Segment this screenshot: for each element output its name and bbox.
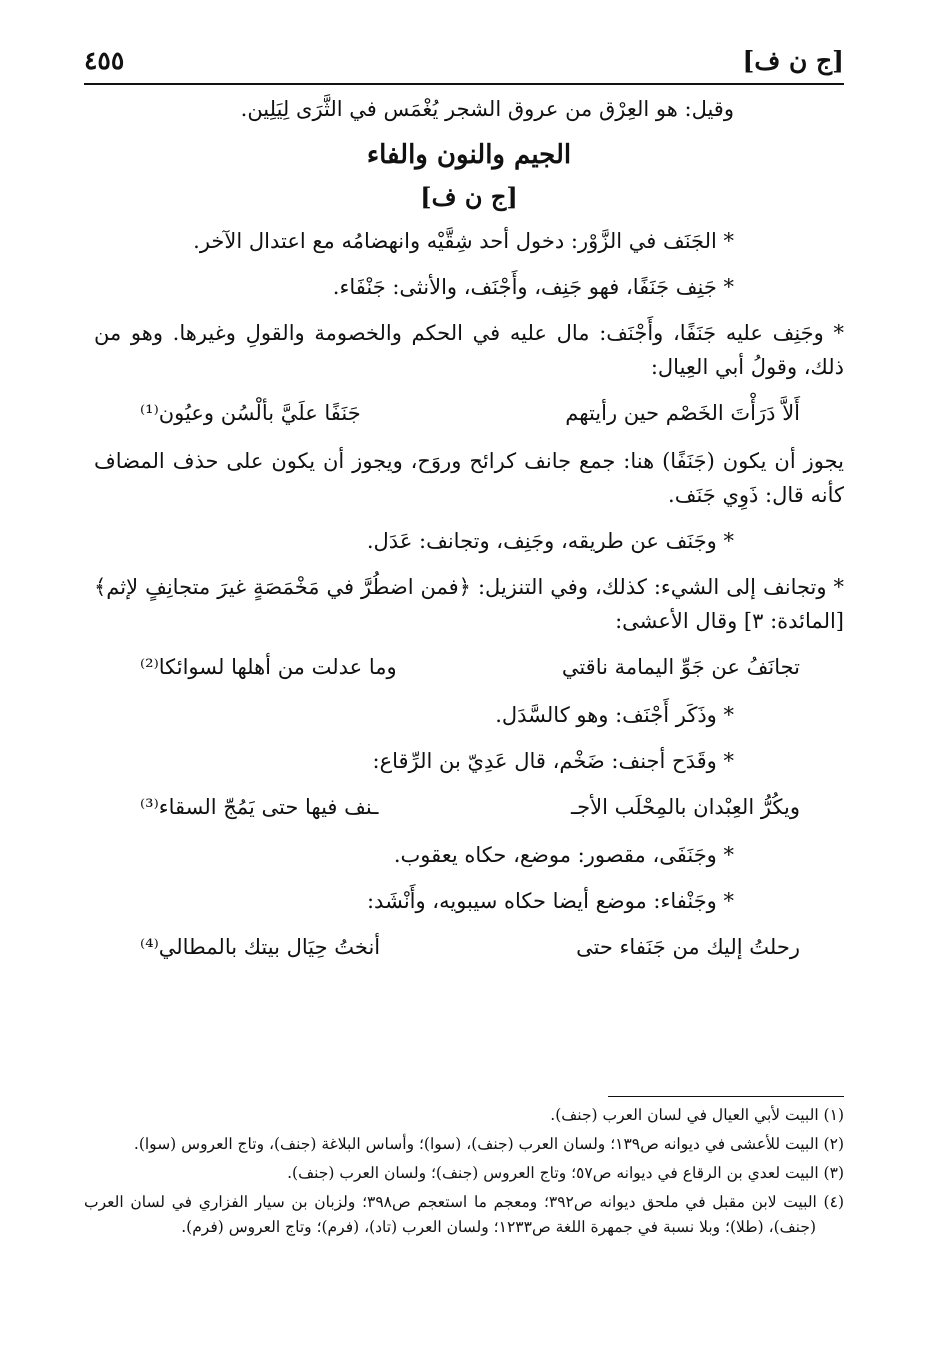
footnote-separator — [608, 1096, 844, 1097]
entry-paragraph-9: * وجَنَفَى، مقصور: موضع، حكاه يعقوب. — [393, 843, 734, 867]
entry-paragraph-5: * وجَنَف عن طريقه، وجَنِف، وتجانف: عَدَل. — [366, 529, 734, 553]
footnotes — [84, 1103, 844, 1244]
entry-paragraph-6: * وتجانف إلى الشيء: كذلك، وفي التنزيل: ﴿فمن اضطُرَّ في مَخْمَصَةٍ غيرَ متجانِفٍ لإثم﴾ [المائدة: ٣] وقال الأعشى: — [94, 575, 844, 633]
verse-2 — [94, 650, 844, 684]
verse-1 — [94, 396, 844, 430]
entry-paragraph-3: * وجَنِف عليه جَنَفًا، وأَجْنَف: مال عليه في الحكم والخصومة والقولِ وغيرها. وهو من ذلك، وقولُ أبي العِيال: — [94, 321, 844, 379]
verse-3-first-hemistich: ويكُرُّ العِبْدان بالمِحْلَب الأجـ — [570, 795, 800, 819]
page-body — [94, 92, 844, 978]
section-title: الجيم والنون والفاء — [366, 140, 572, 170]
verse-2-first-hemistich: تجانَفُ عن جَوِّ اليمامة ناقتي — [561, 655, 800, 679]
verse-4 — [94, 930, 844, 964]
root-title: [ج ن ف] — [420, 182, 518, 211]
verse-4-first-hemistich: رحلتُ إليك من جَنَفاء حتى — [576, 935, 800, 959]
verse-4-second-hemistich: أنختُ حِيَال بيتك بالمطالي⁽⁴⁾ — [140, 935, 381, 959]
verse-1-first-hemistich: أَلاَّ دَرَأْتَ الخَصْم حين رأيتهم — [565, 401, 800, 425]
page-number: ٤٥٥ — [84, 46, 125, 75]
footnote-2: (٢) البيت للأعشى في ديوانه ص١٣٩؛ ولسان العرب (جنف)، (سوا)؛ وأساس البلاغة (جنف)، وتاج العروس (سوا). — [133, 1135, 844, 1153]
entry-paragraph-4: يجوز أن يكون (جَنَفًا) هنا: جمع جانف كرائح وروَح، ويجوز أن يكون على حذف المضاف كأنه قال: ذَوِي جَنَف. — [94, 449, 844, 507]
verse-1-second-hemistich: جَنَفًا علَيَّ بألْسُن وعيُون⁽¹⁾ — [140, 401, 361, 425]
entry-paragraph-2: * جَنِف جَنَفًا، فهو جَنِف، وأَجْنَف، والأنثى: جَنْفَاء. — [332, 275, 734, 299]
page-header — [84, 44, 844, 84]
previous-entry-continuation: وقيل: هو العِرْق من عروق الشجر يُغْمَس في الثَّرَى لِيَلِين. — [240, 97, 734, 121]
entry-paragraph-7: * وذَكَر أَجْنَف: وهو كالسَّدَل. — [495, 703, 734, 727]
footnote-1: (١) البيت لأبي العيال في لسان العرب (جنف). — [550, 1106, 844, 1124]
entry-paragraph-1: * الجَنَف في الزَّوْر: دخول أحد شِقَّيْه وانهضامُه مع اعتدال الآخر. — [193, 229, 734, 253]
header-root-letters: [ج ن ف] — [742, 46, 844, 75]
footnote-3: (٣) البيت لعدي بن الرقاع في ديوانه ص٥٧؛ وتاج العروس (جنف)؛ ولسان العرب (جنف). — [287, 1164, 844, 1182]
footnote-4: (٤) البيت لابن مقبل في ملحق ديوانه ص٣٩٢؛ ومعجم ما استعجم ص٣٩٨؛ ولزبان بن سيار الفزاري في لسان العرب (جنف)، (طلا)؛ وبلا نسبة في جمهرة اللغة ص١٢٣٣؛ ولسان العرب (تاد)، (فرم)؛ وتاج العروس (فرم). — [84, 1193, 844, 1236]
header-rule — [84, 83, 844, 85]
verse-3 — [94, 790, 844, 824]
entry-paragraph-10: * وجَنْفاء: موضع أيضا حكاه سيبويه، وأَنْشَد: — [366, 889, 734, 913]
entry-paragraph-8: * وقَدَح أجنف: ضَخْم، قال عَدِيّ بن الرِّقاع: — [372, 749, 734, 773]
verse-3-second-hemistich: ـنف فيها حتى يَمُجّ السقاء⁽³⁾ — [140, 795, 379, 819]
verse-2-second-hemistich: وما عدلت من أهلها لسوائكا⁽²⁾ — [140, 655, 397, 679]
